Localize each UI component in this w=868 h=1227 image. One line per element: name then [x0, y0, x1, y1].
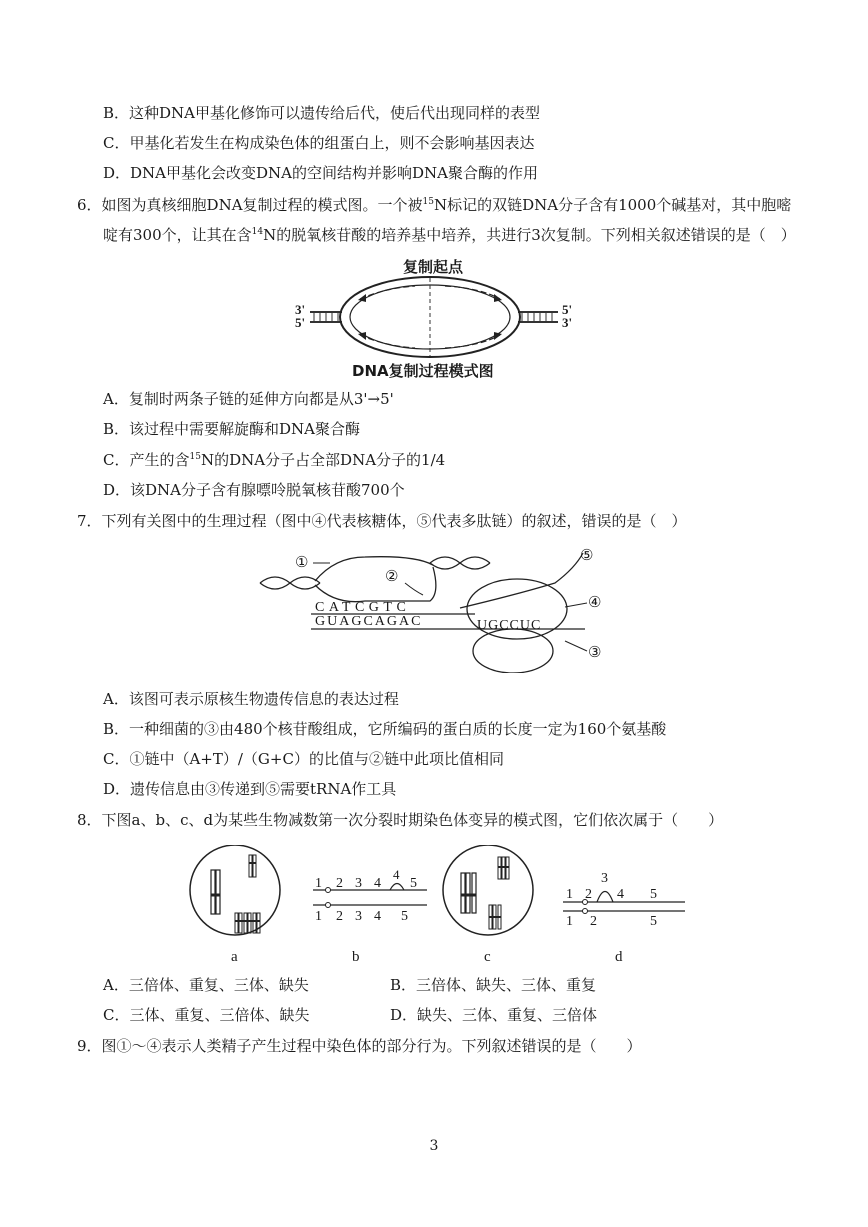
- panel-a-label: a: [231, 949, 238, 965]
- q8-stem: 8．下图a、b、c、d为某些生物减数第一次分裂时期染色体变异的模式图，它们依次属于（ ）: [77, 811, 724, 829]
- panel-d-label: d: [615, 949, 623, 965]
- label-5: ⑤: [580, 548, 594, 564]
- b-bottom-2: 2: [336, 909, 343, 924]
- q8-option-d: D．缺失、三体、重复、三倍体: [390, 1006, 598, 1024]
- label-2: ②: [385, 569, 399, 585]
- d-top-3: 3: [601, 871, 608, 886]
- chromosome-variation-figure: [185, 845, 695, 970]
- page-number: 3: [429, 1138, 439, 1154]
- panel-a-cell: [190, 845, 280, 935]
- b-bottom-5: 5: [401, 909, 408, 924]
- panel-d-chromosomes: [563, 892, 685, 914]
- b-bottom-3: 3: [355, 909, 362, 924]
- q7-option-b: B．一种细菌的③由480个核苷酸组成，它所编码的蛋白质的长度一定为160个氨基酸: [103, 720, 667, 738]
- q8-option-a: A．三倍体、重复、三体、缺失: [103, 976, 309, 994]
- q8-option-b: B．三倍体、缺失、三体、重复: [390, 976, 597, 994]
- right-double-helix: [518, 312, 558, 322]
- dna-sequence: CATCGTC: [315, 600, 411, 615]
- d-bottom-2: 2: [590, 914, 597, 929]
- left-bottom-end-label: 5': [295, 315, 306, 330]
- q7-option-d: D．遗传信息由③传递到⑤需要tRNA作工具: [103, 780, 397, 798]
- d-top-1: 1: [566, 887, 573, 902]
- figure-caption: DNA复制过程模式图: [352, 362, 494, 380]
- q6-stem-line1: 6．如图为真核细胞DNA复制过程的模式图。一个被$^{15}$N标记的双链DNA分子含有1000个碱基对，其中胞嘧: [77, 196, 792, 214]
- q5-option-b: B．这种DNA甲基化修饰可以遗传给后代，使后代出现同样的表型: [103, 104, 541, 122]
- label-3: ③: [588, 645, 602, 661]
- b-top-1: 1: [315, 876, 322, 891]
- dna-replication-figure: [290, 250, 590, 382]
- b-bottom-1: 1: [315, 909, 322, 924]
- b-bottom-4: 4: [374, 909, 381, 924]
- q6-option-b: B．该过程中需要解旋酶和DNA聚合酶: [103, 420, 361, 438]
- d-top-2: 2: [585, 887, 592, 902]
- panel-b-label: b: [352, 949, 360, 965]
- q7-stem: 7．下列有关图中的生理过程（图中④代表核糖体，⑤代表多肽链）的叙述，错误的是（ ）: [77, 512, 687, 530]
- b-top-5: 5: [410, 876, 417, 891]
- d-bottom-1: 1: [566, 914, 573, 929]
- q6-option-c: C．产生的含$^{15}$N的DNA分子占全部DNA分子的1/4: [103, 451, 446, 469]
- transcription-translation-figure: [255, 543, 615, 673]
- d-top-4: 4: [617, 887, 624, 902]
- panel-c-cell: [443, 845, 533, 935]
- label-4: ④: [588, 595, 602, 611]
- q6-stem-line2: 啶有300个，让其在含$^{14}$N的脱氧核苷酸的培养基中培养，共进行3次复制。下列相关叙述错误的是（ ）: [103, 226, 796, 244]
- q6-option-d: D．该DNA分子含有腺嘌呤脱氧核苷酸700个: [103, 481, 405, 499]
- q9-stem: 9．图①～④表示人类精子产生过程中染色体的部分行为。下列叙述错误的是（ ）: [77, 1037, 642, 1055]
- panel-c-label: c: [484, 949, 491, 965]
- left-top-end-label: 3': [295, 302, 306, 317]
- replication-origin-label: 复制起点: [403, 258, 464, 276]
- q5-option-c: C．甲基化若发生在构成染色体的组蛋白上，则不会影响基因表达: [103, 134, 535, 152]
- b-top-4b: 4: [393, 867, 400, 882]
- d-bottom-5: 5: [650, 914, 657, 929]
- d-top-5: 5: [650, 887, 657, 902]
- q6-option-a: A．复制时两条子链的延伸方向都是从3'→5': [103, 390, 394, 408]
- q7-option-a: A．该图可表示原核生物遗传信息的表达过程: [103, 690, 399, 708]
- b-top-4a: 4: [374, 876, 381, 891]
- right-top-end-label: 5': [562, 302, 573, 317]
- mrna-sequence: GUAGCAGAC: [315, 614, 423, 629]
- ribosome-small-subunit: [473, 629, 553, 673]
- right-bottom-end-label: 3': [562, 315, 573, 330]
- b-top-3: 3: [355, 876, 362, 891]
- q5-option-d: D．DNA甲基化会改变DNA的空间结构并影响DNA聚合酶的作用: [103, 164, 538, 182]
- replication-bubble: [340, 277, 520, 357]
- b-top-2: 2: [336, 876, 343, 891]
- label-1: ①: [295, 555, 309, 571]
- q8-option-c: C．三体、重复、三倍体、缺失: [103, 1006, 310, 1024]
- q7-option-c: C．①链中（A+T）/（G+C）的比值与②链中此项比值相同: [103, 750, 504, 768]
- codon-sequence: UGCCUC: [477, 618, 542, 633]
- left-double-helix: [310, 312, 342, 322]
